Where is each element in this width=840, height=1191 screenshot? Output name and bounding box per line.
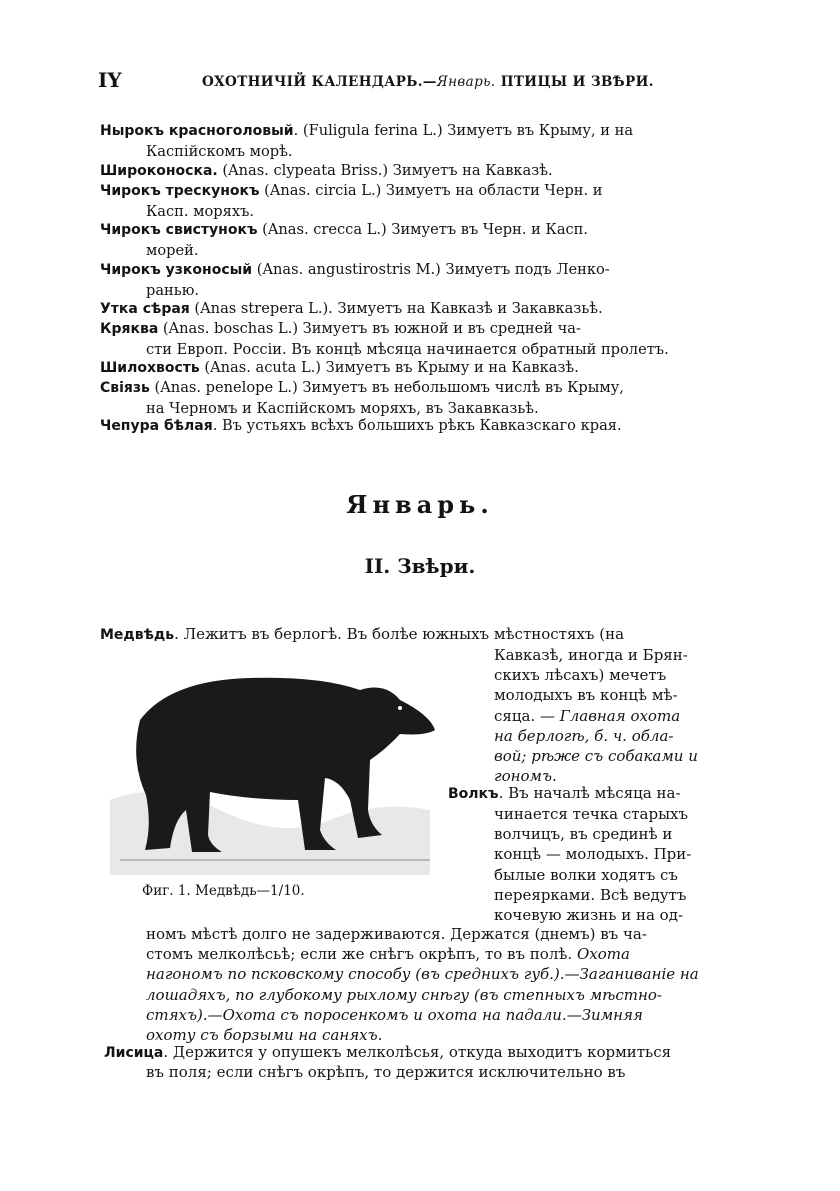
bird-entry: Широконоска. (Anas. clypeata Briss.) Зимуетъ на Кавказѣ. (100, 162, 553, 179)
bear-first-line: Медвѣдь. Лежитъ въ берлогѣ. Въ болѣе южныхъ мѣстностяхъ (на (100, 625, 625, 643)
bird-entry: Чирокъ свистунокъ (Anas. crecca L.) Зимуетъ въ Черн. и Касп. морей. (100, 221, 589, 259)
running-title: ОХОТНИЧІЙ КАЛЕНДАРЬ.—Январь. ПТИЦЫ И ЗВѢРИ. (202, 74, 654, 90)
section-title: II. Звѣри. (364, 554, 476, 578)
wolf-text-full: номъ мѣстѣ долго не задерживаются. Держатся (днемъ) въ ча- стомъ мелколѣсьѣ; если же снѣгъ окрѣпъ, то въ полѣ. Охота нагономъ по псковскому способу (въ среднихъ губ.).—Заганиваніе на лошадяхъ, по глубокому рыхлому снѣгу (въ степныхъ мѣстно- стяхъ).—Охота съ поросенкомъ и охота на падали.—Зимняя охоту съ борзыми на саняхъ. (146, 925, 699, 1045)
fox-first-line: Лисица. Держится у опушекъ мелколѣсья, откуда выходитъ кормиться (104, 1043, 672, 1061)
running-header (98, 68, 718, 92)
bird-entry: Чирокъ узконосый (Anas. angustirostris M.) Зимуетъ подъ Ленко- ранью. (100, 261, 610, 299)
bird-entry: Утка сѣрая (Anas strepera L.). Зимуетъ на Кавказѣ и Закавказьѣ. (100, 300, 603, 317)
fox-second-line: въ поля; если снѣгъ окрѣпъ, то держится исключительно въ (146, 1063, 626, 1081)
bear-text: Кавказѣ, иногда и Брян- скихъ лѣсахъ) мечетъ молодыхъ въ концѣ мѣ- сяца. — Главная охота на берлогѣ, б. ч. обла- вой; рѣже съ собаками и гономъ. (494, 646, 698, 786)
bird-entry: Шилохвость (Anas. acuta L.) Зимуетъ въ Крыму и на Кавказѣ. (100, 359, 579, 376)
figure-caption: Фиг. 1. Медвѣдь—1/10. (142, 883, 305, 899)
bird-entry: Нырокъ красноголовый. (Fuligula ferina L.) Зимуетъ въ Крыму, и на Каспійскомъ морѣ. (100, 122, 634, 160)
wolf-first-line: Волкъ. Въ началѣ мѣсяца на- (448, 784, 681, 802)
bird-entry: Чепура бѣлая. Въ устьяхъ всѣхъ большихъ рѣкъ Кавказскаго края. (100, 417, 622, 434)
page-number: IY (98, 68, 122, 92)
bird-entry: Кряква (Anas. boschas L.) Зимуетъ въ южной и въ средней ча- сти Европ. Россіи. Въ концѣ мѣсяца начинается обратный пролетъ. (100, 320, 669, 358)
bird-entry: Свіязь (Anas. penelope L.) Зимуетъ въ небольшомъ числѣ въ Крыму, на Черномъ и Каспійскомъ моряхъ, въ Закавказьѣ. (100, 379, 624, 417)
wolf-text: чинается течка старыхъ волчицъ, въ срединѣ и концѣ — молодыхъ. При- былые волки ходятъ съ переярками. Всѣ ведутъ кочевую жизнь и на од- (494, 805, 692, 925)
bear-illustration (100, 660, 440, 875)
bird-entry: Чирокъ трескунокъ (Anas. circia L.) Зимуетъ на области Черн. и Касп. моряхъ. (100, 182, 603, 220)
section-month: Январь. (346, 490, 494, 519)
